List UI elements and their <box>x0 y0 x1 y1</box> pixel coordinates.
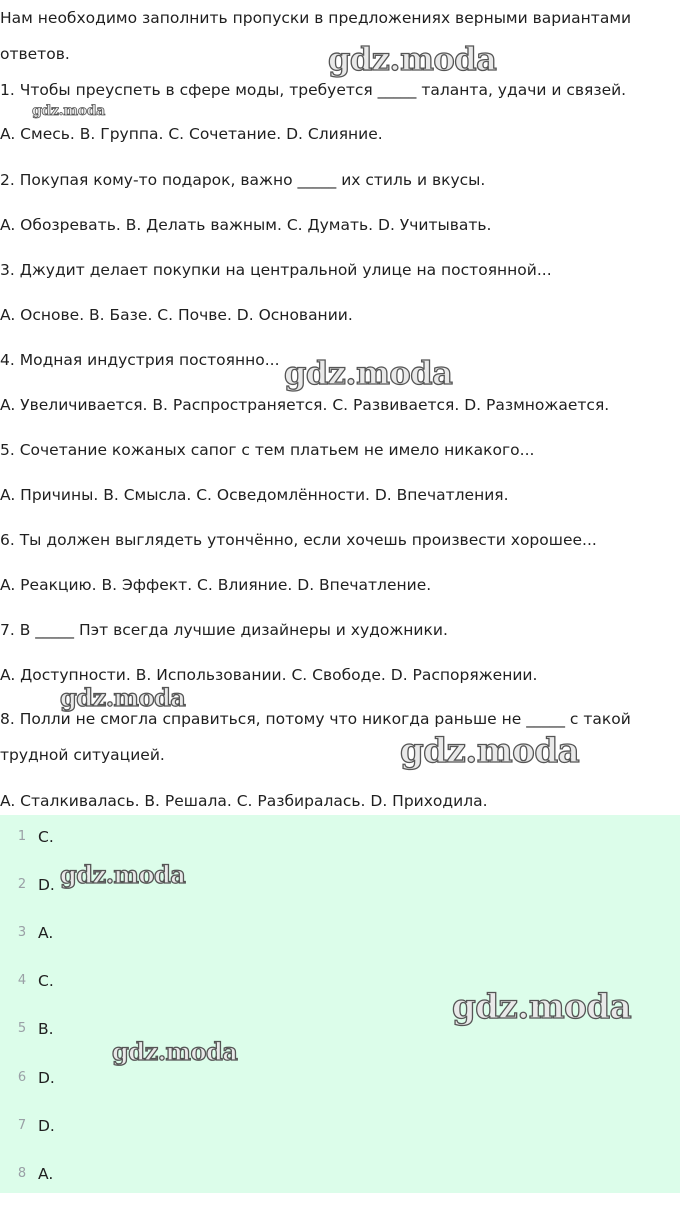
watermark: gdz.moda <box>60 860 186 889</box>
options-4: A. Увеличивается. B. Распространяется. C. Развивается. D. Размножается. <box>0 396 610 414</box>
answer-number: 3 <box>17 925 27 940</box>
options-2: A. Обозревать. B. Делать важным. C. Думать. D. Учитывать. <box>0 216 492 234</box>
answer-row <box>0 1114 200 1138</box>
question-1: 1. Чтобы преуспеть в сфере моды, требуется _____ таланта, удачи и связей. <box>0 81 627 99</box>
answers-panel <box>0 815 680 1193</box>
question-8: 8. Полли не смогла справиться, потому что никогда раньше не _____ с такой трудной ситуацией. <box>0 710 631 764</box>
answer-number: 5 <box>17 1021 27 1036</box>
answer-row <box>0 969 200 993</box>
answer-number: 8 <box>17 1166 27 1181</box>
answer-row <box>0 1017 200 1041</box>
instruction-text: Нам необходимо заполнить пропуски в предложениях верными вариантами ответов. <box>0 9 632 63</box>
answer-row <box>0 825 200 849</box>
options-6: A. Реакцию. B. Эффект. C. Влияние. D. Впечатление. <box>0 576 432 594</box>
answer-row <box>0 1066 200 1090</box>
question-5: 5. Сочетание кожаных сапог с тем платьем не имело никакого... <box>0 441 535 459</box>
answer-number: 7 <box>17 1118 27 1133</box>
options-7: A. Доступности. B. Использовании. C. Свободе. D. Распоряжении. <box>0 666 538 684</box>
answer-value: A. <box>38 924 54 942</box>
options-3: A. Основе. B. Базе. C. Почве. D. Основании. <box>0 306 353 324</box>
answer-value: D. <box>38 1117 55 1135</box>
question-6: 6. Ты должен выглядеть утончённо, если хочешь произвести хорошее... <box>0 531 597 549</box>
answer-row <box>0 921 200 945</box>
answer-value: D. <box>38 876 55 894</box>
options-8: A. Сталкивалась. B. Решала. C. Разбиралась. D. Приходила. <box>0 792 488 810</box>
watermark: gdz.moda <box>60 683 186 712</box>
options-5: A. Причины. B. Смысла. C. Осведомлённости. D. Впечатления. <box>0 486 509 504</box>
answer-number: 4 <box>17 973 27 988</box>
answer-value: C. <box>38 972 54 990</box>
watermark: gdz.moda <box>328 40 497 78</box>
answer-value: D. <box>38 1069 55 1087</box>
answer-value: A. <box>38 1165 54 1183</box>
answer-number: 1 <box>17 829 27 844</box>
watermark: gdz.moda <box>284 354 453 392</box>
options-1: A. Смесь. B. Группа. C. Сочетание. D. Слияние. <box>0 125 383 143</box>
watermark: gdz.moda <box>112 1037 238 1066</box>
answer-value: B. <box>38 1020 54 1038</box>
watermark: gdz.moda <box>32 103 106 119</box>
answer-number: 2 <box>17 877 27 892</box>
question-4: 4. Модная индустрия постоянно... <box>0 351 280 369</box>
watermark: gdz.moda <box>452 987 632 1027</box>
question-2: 2. Покупая кому-то подарок, важно _____ их стиль и вкусы. <box>0 171 486 189</box>
question-7: 7. В _____ Пэт всегда лучшие дизайнеры и художники. <box>0 621 448 639</box>
answer-row <box>0 1162 200 1186</box>
watermark: gdz.moda <box>400 731 580 771</box>
answer-number: 6 <box>17 1070 27 1085</box>
question-3: 3. Джудит делает покупки на центральной улице на постоянной... <box>0 261 552 279</box>
answer-value: C. <box>38 828 54 846</box>
answer-row <box>0 873 200 897</box>
